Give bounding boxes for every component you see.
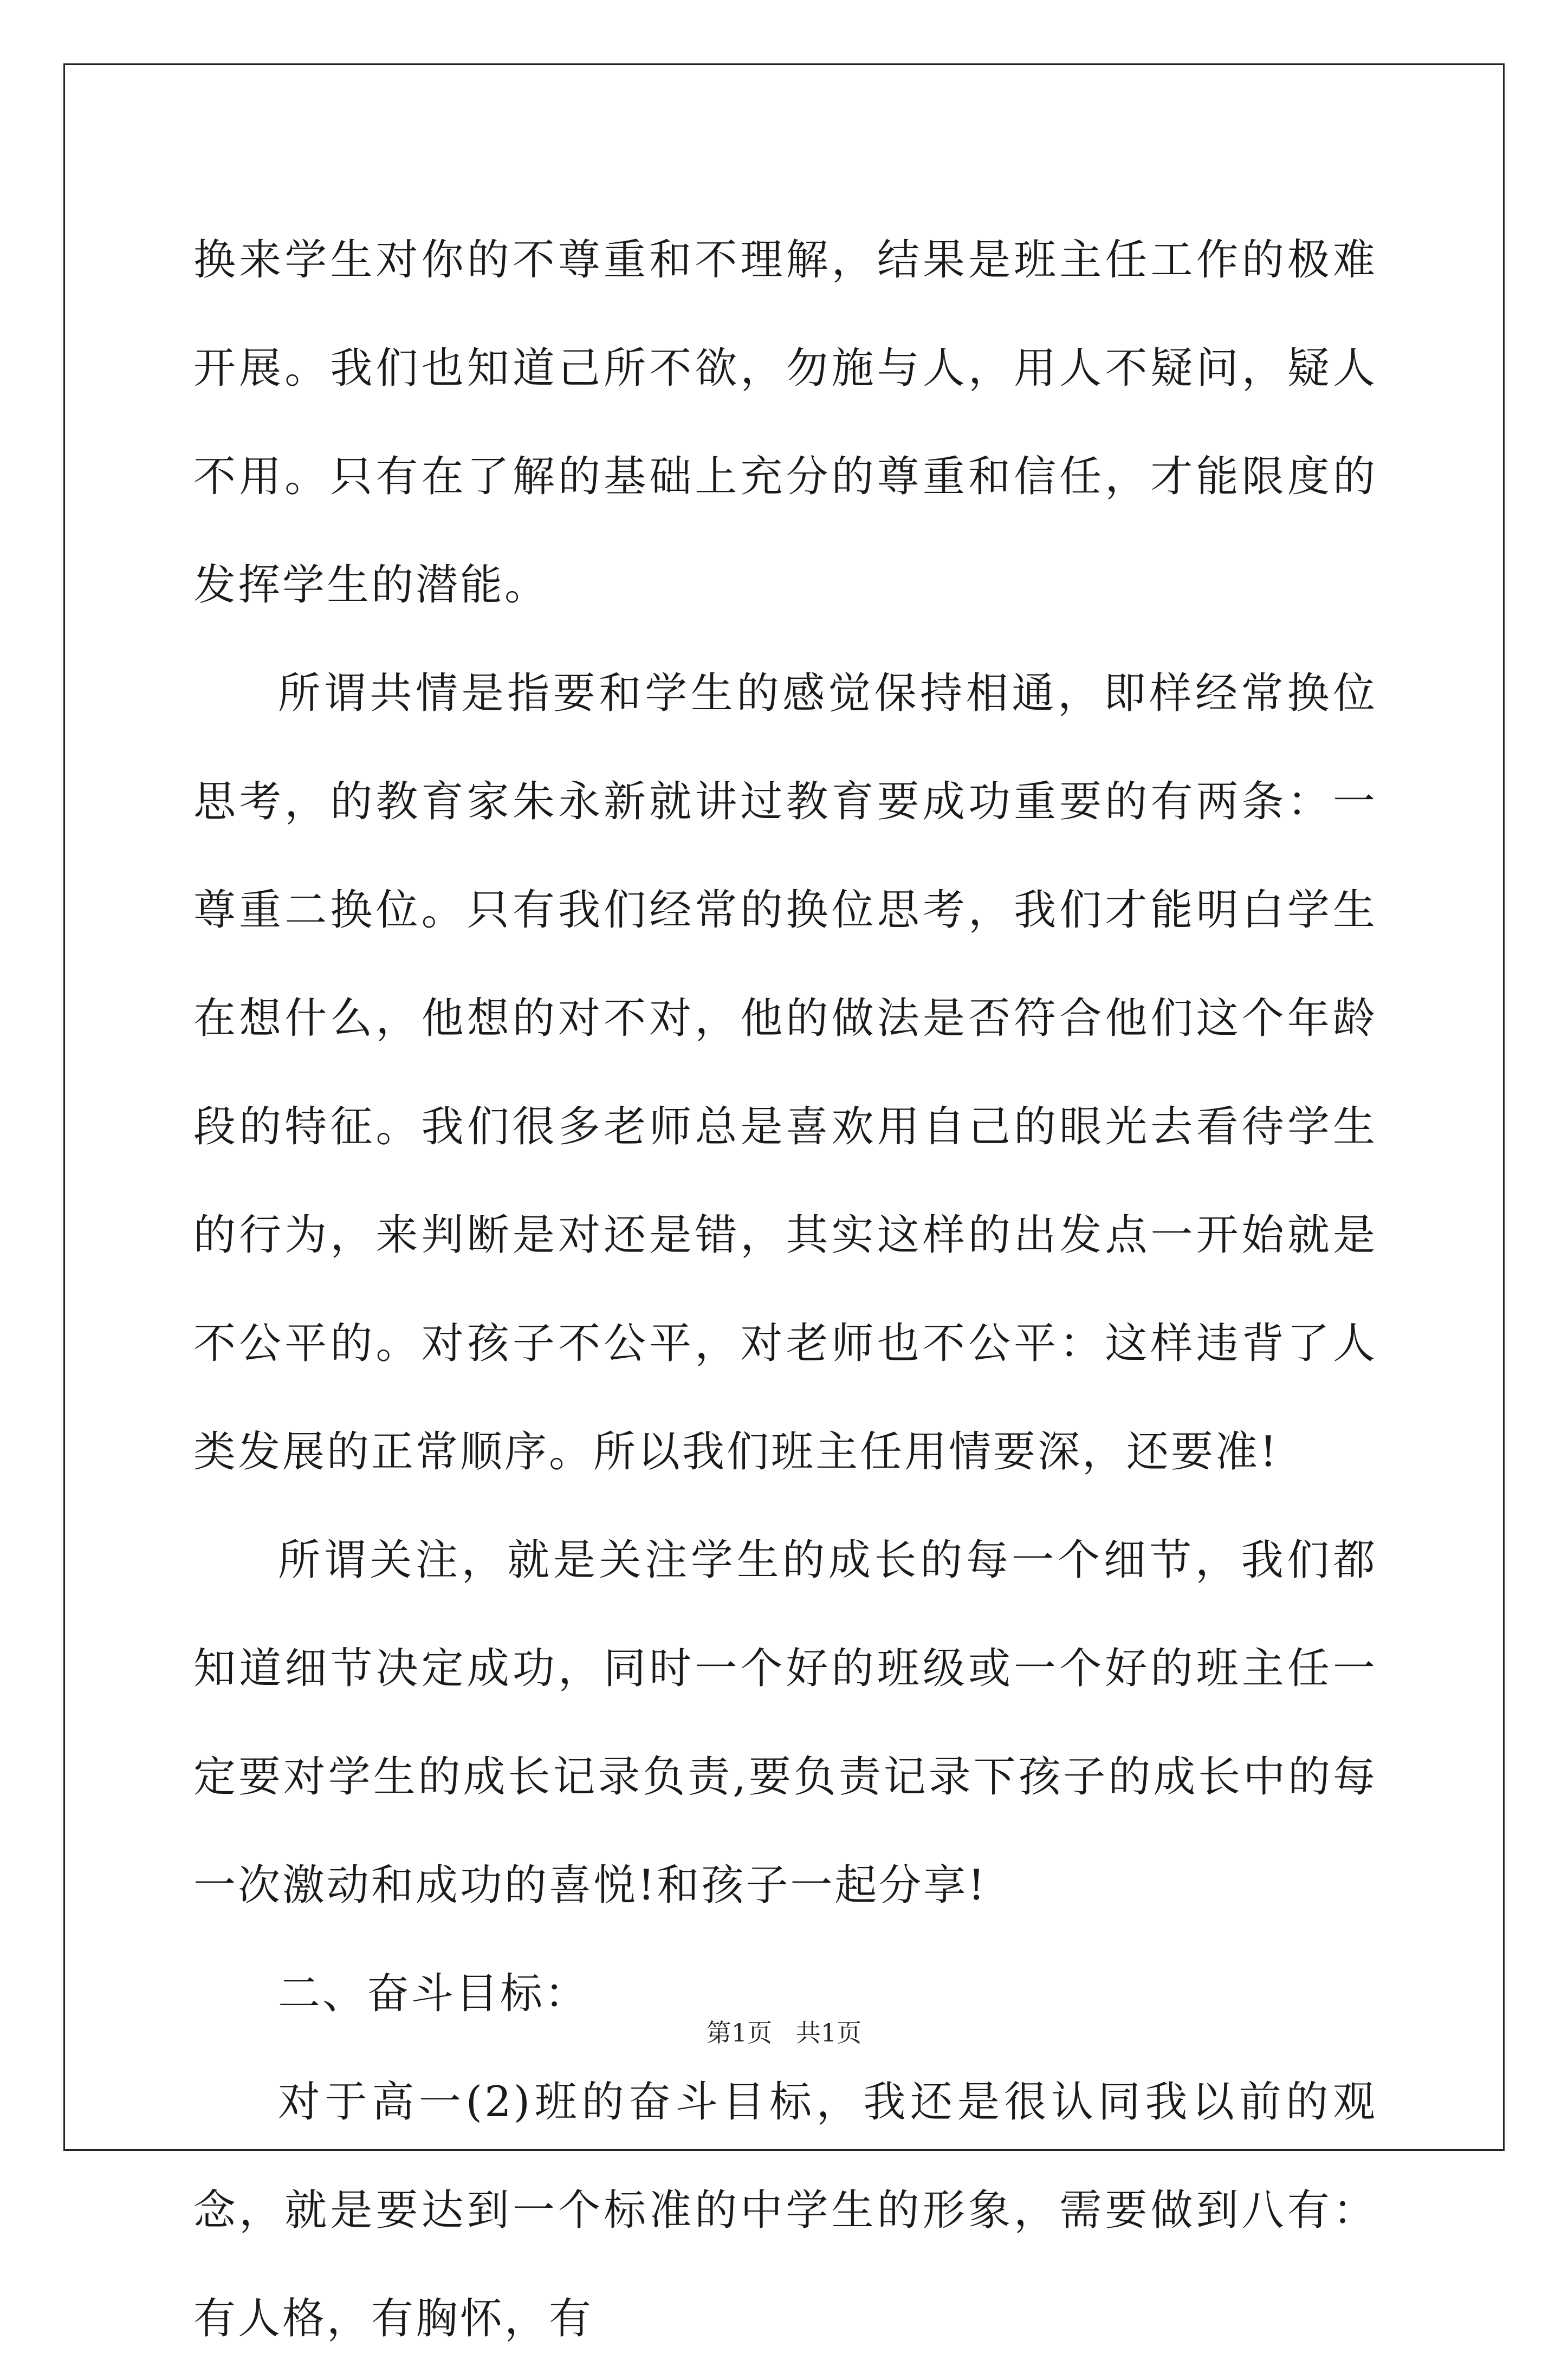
paragraph-goals: 对于高一(2)班的奋斗目标，我还是很认同我以前的观念，就是要达到一个标准的中学生的形象，需要做到八有：有人格，有胸怀，有 [193,2078,1377,2343]
paragraph-continuation: 换来学生对你的不尊重和不理解，结果是班主任工作的极难开展。我们也知道己所不欲，勿施与人，用人不疑问，疑人不用。只有在了解的基础上充分的尊重和信任，才能限度的发挥学生的潜能。 [193,236,1377,610]
page-footer: 第1页 共1页 [706,2018,862,2047]
section-heading-goals: 二、奋斗目标： [278,1969,589,2018]
paragraph-attention: 所谓关注，就是关注学生的成长的每一个细节，我们都知道细节决定成功，同时一个好的班级或一个好的班主任一定要对学生的成长记录负责,要负责记录下孩子的成长中的每一次激动和成功的喜悦!和孩子一起分享! [193,1536,1377,1910]
paragraph-empathy: 所谓共情是指要和学生的感觉保持相通，即样经常换位思考，的教育家朱永新就讲过教育要成功重要的有两条：一尊重二换位。只有我们经常的换位思考，我们才能明白学生在想什么，他想的对不对，他的做法是否符合他们这个年龄段的特征。我们很多老师总是喜欢用自己的眼光去看待学生的行为，来判断是对还是错，其实这样的出发点一开始就是不公平的。对孩子不公平，对老师也不公平：这样违背了人类发展的正常顺序。所以我们班主任用情要深，还要准! [193,669,1377,1476]
